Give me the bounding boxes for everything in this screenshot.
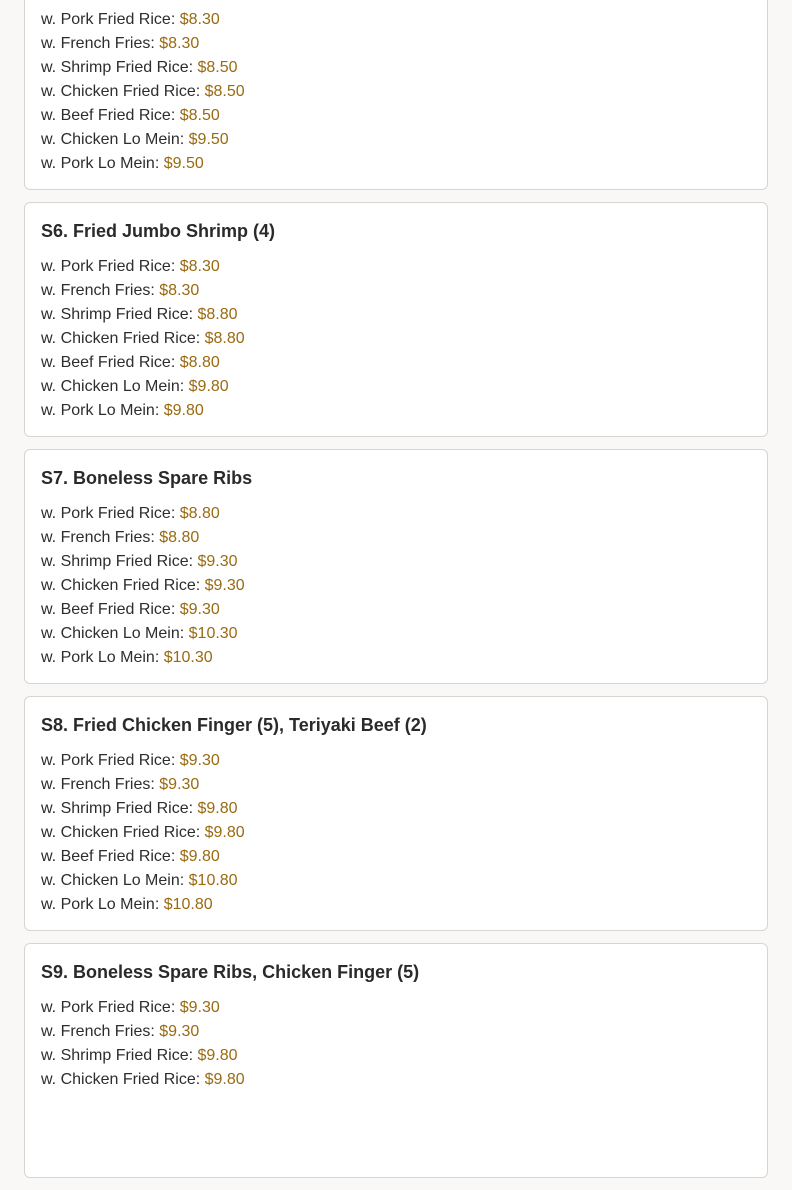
option-price: $9.80 [188,378,229,395]
option-label: w. Shrimp Fried Rice: [41,800,194,817]
option-price: $9.80 [204,824,245,841]
menu-item-option [41,893,751,917]
option-label: w. Chicken Fried Rice: [41,83,201,100]
option-price: $9.50 [163,155,204,172]
option-label: w. Shrimp Fried Rice: [41,59,194,76]
option-label: w. Shrimp Fried Rice: [41,553,194,570]
menu-item-option [41,526,751,550]
option-label: w. Pork Fried Rice: [41,505,176,522]
menu-item-option [41,327,751,351]
menu-item-option [41,279,751,303]
option-label: w. French Fries: [41,35,155,52]
menu-item-option [41,550,751,574]
option-label: w. Beef Fried Rice: [41,107,176,124]
option-label: w. Pork Fried Rice: [41,999,176,1016]
option-price: $8.30 [159,35,200,52]
option-label: w. Pork Lo Mein: [41,649,160,666]
option-label: w. Pork Fried Rice: [41,11,176,28]
menu-item-option [41,996,751,1020]
option-price: $9.50 [188,131,229,148]
menu-item-option [41,749,751,773]
option-label: w. Chicken Fried Rice: [41,1071,201,1088]
menu-item-title: S6. Fried Jumbo Shrimp (4) [41,221,276,241]
option-price: $9.30 [204,577,245,594]
menu-item-card-s7[interactable] [24,449,768,684]
option-price: $9.80 [197,800,238,817]
option-price: $9.80 [179,848,220,865]
menu-item-option [41,845,751,869]
option-price: $9.30 [179,601,220,618]
menu-item-card-s8[interactable] [24,696,768,931]
option-label: w. Chicken Lo Mein: [41,131,185,148]
menu-item-title: S8. Fried Chicken Finger (5), Teriyaki Beef (2) [41,715,427,735]
menu-item-option [41,1068,751,1092]
menu-item-option [41,797,751,821]
option-label: w. Pork Fried Rice: [41,752,176,769]
option-label: w. Shrimp Fried Rice: [41,1047,194,1064]
menu-item-option [41,303,751,327]
menu-item-option [41,375,751,399]
option-price: $9.30 [159,776,200,793]
menu-item-option [41,32,751,56]
option-price: $10.30 [188,625,238,642]
option-price: $10.80 [188,872,238,889]
option-price: $9.30 [179,752,220,769]
option-price: $8.30 [179,11,220,28]
option-label: w. French Fries: [41,1023,155,1040]
option-label: w. Chicken Lo Mein: [41,625,185,642]
option-label: w. Chicken Fried Rice: [41,824,201,841]
menu-item-option [41,351,751,375]
option-label: w. Pork Lo Mein: [41,155,160,172]
menu-item-card-s6[interactable] [24,202,768,437]
option-price: $10.80 [163,896,213,913]
option-label: w. Chicken Fried Rice: [41,577,201,594]
option-label: w. Chicken Fried Rice: [41,330,201,347]
option-price: $9.30 [179,999,220,1016]
option-label: w. French Fries: [41,282,155,299]
menu-item-option [41,821,751,845]
option-price: $9.30 [197,553,238,570]
option-label: w. Chicken Lo Mein: [41,378,185,395]
menu-item-card-s9[interactable] [24,943,768,1178]
option-price: $9.30 [159,1023,200,1040]
option-label: w. French Fries: [41,776,155,793]
menu-item-list [24,0,768,1190]
option-label: w. Beef Fried Rice: [41,848,176,865]
option-price: $8.30 [179,258,220,275]
option-price: $8.30 [159,282,200,299]
menu-item-option [41,622,751,646]
menu-item-option [41,152,751,176]
option-label: w. Beef Fried Rice: [41,601,176,618]
menu-item-title: S7. Boneless Spare Ribs [41,468,253,488]
option-label: w. Chicken Lo Mein: [41,872,185,889]
menu-item-title: S9. Boneless Spare Ribs, Chicken Finger (5) [41,962,420,982]
option-price: $8.50 [179,107,220,124]
option-price: $8.80 [197,306,238,323]
menu-item-option [41,255,751,279]
option-label: w. Pork Fried Rice: [41,258,176,275]
menu-item-option [41,56,751,80]
option-label: w. Pork Lo Mein: [41,402,160,419]
option-label: w. Pork Lo Mein: [41,896,160,913]
option-price: $8.50 [197,59,238,76]
option-price: $8.80 [179,505,220,522]
menu-item-option [41,80,751,104]
menu-item-option [41,104,751,128]
menu-item-option [41,502,751,526]
option-price: $8.80 [159,529,200,546]
option-price: $8.80 [179,354,220,371]
option-price: $8.50 [204,83,245,100]
menu-item-option [41,574,751,598]
menu-item-option [41,8,751,32]
option-label: w. Shrimp Fried Rice: [41,306,194,323]
menu-item-option [41,773,751,797]
menu-item-option [41,869,751,893]
menu-item-option [41,399,751,423]
menu-item-option [41,1044,751,1068]
option-price: $9.80 [197,1047,238,1064]
option-label: w. French Fries: [41,529,155,546]
option-price: $10.30 [163,649,213,666]
option-price: $9.80 [163,402,204,419]
option-price: $8.80 [204,330,245,347]
option-price: $9.80 [204,1071,245,1088]
menu-item-option [41,598,751,622]
menu-item-option [41,1020,751,1044]
menu-item-option [41,646,751,670]
menu-item-card-s5[interactable] [24,0,768,190]
option-label: w. Beef Fried Rice: [41,354,176,371]
menu-item-option [41,128,751,152]
